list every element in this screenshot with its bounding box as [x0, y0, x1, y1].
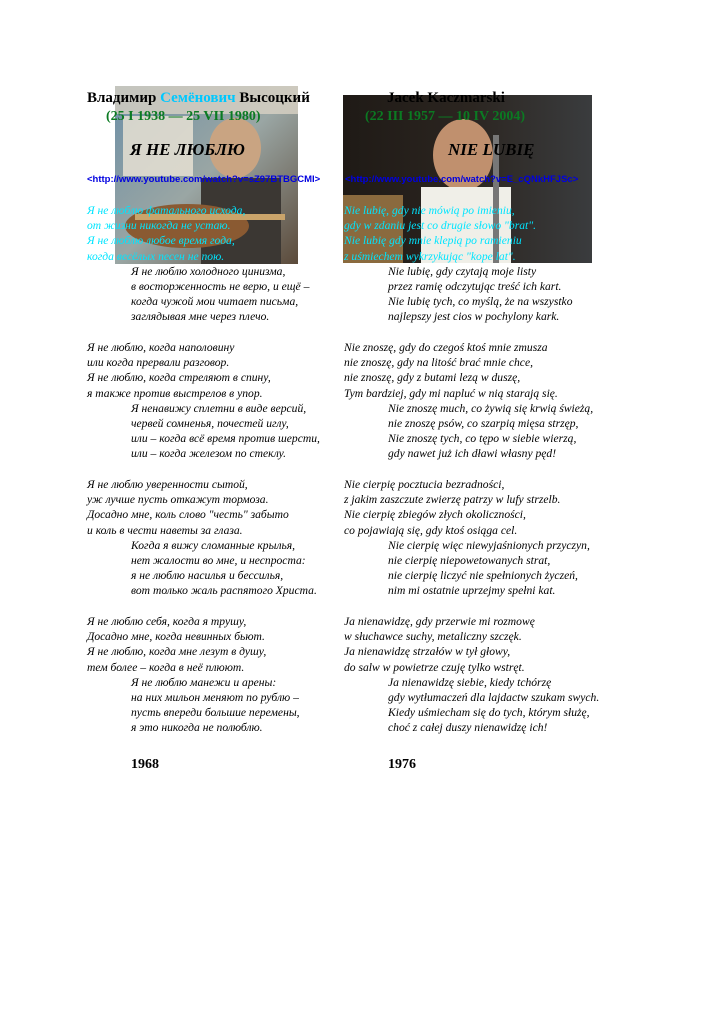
left-stanza-3	[87, 477, 317, 599]
poem-line: Nie lubię gdy mnie klepią po ramieniu	[344, 234, 522, 248]
poem-line: nie znoszę, gdy z butami lezą w duszę,	[344, 371, 521, 385]
left-stanza-2	[87, 340, 320, 462]
right-youtube-link[interactable]: <http://www.youtube.com/watch?v=E_cQNkHFJSc>	[345, 174, 579, 185]
poem-line: Ja nienawidzę, gdy przerwie mi rozmowę	[344, 615, 535, 628]
left-youtube-link[interactable]: <http://www.youtube.com/watch?v=sZ97BTBGCMI>	[87, 174, 321, 185]
poem-line: пусть впереди большие перемены,	[131, 706, 300, 720]
poem-line: gdy wytłumaczeń dla lajdactw szukam swych.	[388, 690, 600, 704]
poem-line: Я не люблю манежи и арены:	[131, 675, 277, 689]
left-author-dates: (25 I 1938 — 25 VII 1980)	[106, 109, 261, 124]
poem-line: Nie cierpię pocztucia bezradności,	[344, 478, 505, 491]
poem-line: przez ramię odczytując treść ich kart.	[388, 279, 562, 293]
poem-line: нет жалости во мне, и неспроста:	[131, 553, 306, 567]
poem-line: Nie znoszę much, co żywią się krwią świeżą,	[388, 401, 594, 415]
right-poem-year: 1976	[388, 757, 416, 772]
poem-line: или – когда всё время против шерсти,	[131, 432, 320, 446]
poem-line: я не люблю насилья и бессилья,	[131, 569, 284, 583]
poem-line: вот только жаль распятого Христа.	[131, 584, 317, 598]
right-stanza-4	[344, 614, 599, 736]
poem-line: или – когда железом по стеклу.	[131, 447, 286, 461]
left-author-name	[87, 90, 310, 107]
right-author-dates: (22 III 1957 — 10 IV 2004)	[365, 109, 525, 124]
left-poem-title: Я НЕ ЛЮБЛЮ	[130, 140, 245, 159]
left-stanza-4	[87, 614, 300, 736]
poem-line: co pojawiają się, gdy ktoś osiąga cel.	[344, 523, 518, 537]
left-poem-year: 1968	[131, 757, 159, 772]
poem-line: Досадно мне, когда невинных бьют.	[87, 630, 265, 644]
right-stanza-1	[344, 203, 573, 325]
poem-line: nim mi ostatnie uprzejmy spełni kat.	[388, 584, 556, 598]
poem-line: я это никогда не полюблю.	[131, 721, 263, 735]
poem-line: nie cierpię niepowetowanych strat,	[388, 553, 551, 567]
poem-line: Я не люблю любое время года,	[87, 234, 235, 248]
poem-line: Когда я вижу сломанные крылья,	[131, 538, 296, 552]
poem-line: Nie lubię, gdy nie mówią po imieniu,	[344, 204, 515, 217]
poem-line: Я не люблю, когда стреляют в спину,	[87, 371, 271, 385]
poem-line: gdy w zdaniu jest co drugie słowo "brat".	[344, 219, 537, 233]
poem-line: Я не люблю фатального исхода,	[87, 204, 246, 217]
right-poem-title: NIE LUBIĘ	[448, 140, 535, 159]
poem-line: или когда прервали разговор.	[87, 356, 230, 370]
author-middle-name: Семёнович	[160, 90, 236, 106]
poem-line: Nie cierpię więc niewyjaśnionych przyczyn,	[388, 538, 590, 552]
poem-line: Я не люблю, когда наполовину	[87, 341, 235, 354]
poem-line: Nie cierpię zbiegów złych okoliczności,	[344, 508, 526, 522]
poem-line: do salw w powietrze czuję tylko wstręt.	[344, 660, 525, 674]
poem-line: на них мильон меняют по рублю –	[131, 690, 299, 704]
poem-line: Ja nienawidzę siebie, kiedy tchórzę	[388, 675, 552, 689]
author-last-name: Высоцкий	[239, 90, 310, 106]
poem-line: Kiedy uśmiecham się do tych, którym służę,	[388, 706, 590, 720]
poem-line: когда весёлых песен не пою.	[87, 249, 225, 263]
poem-line: Nie znoszę tych, co tępo w siebie wierzą,	[388, 432, 577, 446]
right-author-name: Jacek Kaczmarski	[387, 90, 505, 106]
poem-line: Ja nienawidzę strzałów w tył głowy,	[344, 645, 511, 659]
poem-line: Nie lubię, gdy czytają moje listy	[388, 264, 537, 278]
poem-line: Tym bardziej, gdy mi napluć w nią starają się.	[344, 386, 558, 400]
poem-line: заглядывая мне через плечо.	[131, 310, 270, 324]
poem-line: najlepszy jest cios w pochylony kark.	[388, 310, 560, 324]
poem-line: когда чужой мои читает письма,	[131, 295, 299, 309]
poem-line: Nie lubię tych, co myślą, że na wszystko	[388, 295, 573, 309]
poem-line: Я не люблю уверенности сытой,	[87, 478, 248, 491]
poem-line: в восторженность не верю, и ещё –	[131, 279, 310, 293]
poem-line: уж лучше пусть откажут тормоза.	[87, 493, 269, 507]
poem-line: nie znoszę psów, co szarpią mięsa strzęp,	[388, 416, 579, 430]
poem-line: Nie znoszę, gdy do czegoś ktoś mnie zmusza	[344, 341, 548, 354]
poem-line: nie znoszę, gdy na litość brać mnie chce,	[344, 356, 533, 370]
poem-line: choć z całej duszy nienawidzę ich!	[388, 721, 548, 735]
right-stanza-2	[344, 340, 593, 462]
poem-line: Я не люблю холодного цинизма,	[131, 264, 286, 278]
poem-line: от жизни никогда не устаю.	[87, 219, 231, 233]
poem-line: nie cierpię liczyć nie spełnionych życzeń,	[388, 569, 578, 583]
poem-line: Я не люблю себя, когда я трушу,	[87, 615, 247, 628]
poem-line: Я ненавижу сплетни в виде версий,	[131, 401, 307, 415]
left-stanza-1	[87, 203, 309, 325]
poem-line: z jakim zaszczute zwierzę patrzy w lufy strzelb.	[344, 493, 561, 507]
author-first-name: Владимир	[87, 90, 157, 106]
poem-line: Я не люблю, когда мне лезут в душу,	[87, 645, 267, 659]
poem-line: и коль в чести наветы за глаза.	[87, 523, 243, 537]
poem-line: gdy nawet już ich dławi własny pęd!	[388, 447, 557, 461]
poem-line: я также против выстрелов в упор.	[87, 386, 263, 400]
poem-line: w słuchawce suchy, metaliczny szczęk.	[344, 630, 522, 644]
poem-line: Досадно мне, коль слово "честь" забыто	[87, 508, 289, 522]
poem-line: червей сомненья, почестей иглу,	[131, 416, 289, 430]
right-stanza-3	[344, 477, 590, 599]
poem-line: z uśmiechem wykrzykując "kope lat".	[344, 249, 516, 263]
poem-line: тем более – когда в неё плюют.	[87, 660, 245, 674]
